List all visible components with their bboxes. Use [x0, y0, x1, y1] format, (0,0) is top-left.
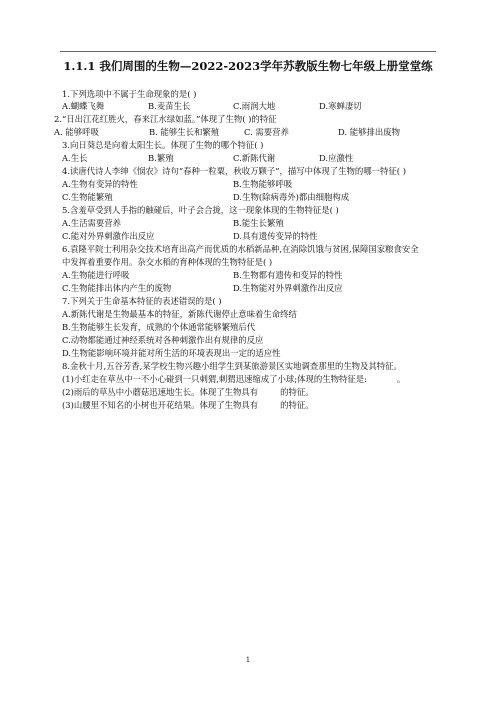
question-8-part-2: [62, 387, 314, 398]
question-1-option-c: C.雨润大地: [233, 101, 276, 111]
question-6-option-b: B.生物都有遗传和变异的特性: [233, 270, 343, 280]
question-8-part-1-text: (1)小红走在草丛中一不小心碰到一只刺猬,刺猬迅速缩成了小球;体现的生物特征是:: [62, 374, 367, 384]
question-4-option-b: B.生物能够呼吸: [233, 179, 293, 189]
question-2-stem: 2.“日出江花红胜火，春来江水绿如蓝。”体现了生物( )的特征: [54, 114, 277, 124]
question-7-option-a: A.新陈代谢是生物最基本的特征，新陈代谢停止意味着生命终结: [62, 309, 297, 319]
question-3-option-c: C.新陈代谢: [233, 153, 276, 163]
question-2-option-b: B. 能够生长和繁殖: [149, 127, 220, 137]
question-7-option-c: C.动物都能通过神经系统对各种刺激作出有规律的反应: [62, 335, 264, 345]
question-3-stem: 3.向日葵总是向着太阳生长。体现了生物的哪个特征( ): [62, 140, 264, 150]
question-8-part-3: [62, 400, 314, 411]
question-8-part-3-text: (3)山腰里不知名的小树也开花结果。体现了生物具有: [62, 400, 259, 410]
question-7-option-d: D.生物能影响环境并能对所生活的环境表现出一定的适应性: [62, 348, 281, 358]
question-3-option-d: D.应激性: [319, 153, 354, 163]
question-8-part-3-end: 的特征。: [280, 400, 314, 410]
question-5-option-d: D.具有遗传变异的特性: [233, 231, 318, 241]
question-1-option-d: D.寒蝉凄切: [319, 101, 362, 111]
question-6-stem-line-1: 6.袁隆平院士利用杂交技术培育出高产而优质的水稻新品种,在消除饥饿与贫困,保障国家粮食安全: [62, 244, 419, 254]
question-5-stem: 5.含羞草受到人手指的触碰后，叶子会合拢，这一现象体现的生物特征是( ): [62, 205, 339, 215]
question-4-option-a: A.生物有变异的特性: [62, 179, 138, 189]
question-6-stem-line-2: 中发挥着重要作用。杂交水稻的育种体现的生物特征是( ): [62, 257, 273, 267]
question-2-option-d: D. 能够排出废物: [338, 127, 400, 137]
question-8-part-1-end: 。: [396, 374, 406, 384]
question-1-stem: 1.下列选项中不属于生命现象的是( ): [62, 89, 197, 99]
page-title: 1.1.1 我们周围的生物—2022-2023学年苏教版生物七年级上册堂堂练: [63, 59, 433, 73]
header-rule: [60, 51, 436, 52]
question-2-option-c: C. 需要营养: [244, 127, 289, 137]
question-4-option-c: C.生物能繁殖: [62, 192, 113, 202]
question-2-option-a: A. 能够呼吸: [54, 127, 99, 137]
question-8-part-1: [62, 374, 405, 385]
question-5-option-b: B.能生长繁殖: [233, 218, 284, 228]
question-6-option-d: D.生物能对外界刺激作出反应: [233, 283, 343, 293]
question-3-option-a: A.生长: [62, 153, 88, 163]
question-1-option-b: B.麦苗生长: [148, 101, 191, 111]
question-1-option-a: A.蝴蝶飞舞: [62, 101, 105, 111]
question-8-part-2-end: 的特征。: [280, 387, 314, 397]
question-5-option-a: A.生活需要营养: [62, 218, 121, 228]
page-number: 1: [245, 656, 251, 664]
question-6-option-c: C.生物能排出体内产生的废物: [62, 283, 172, 293]
question-4-stem: 4.读唐代诗人李绅《悯农》诗句“春种一粒粟，秋收万颗子”，描写中体现了生物的哪一特征( ): [62, 166, 406, 176]
question-7-stem: 7.下列关于生命基本特征的表述错误的是( ): [62, 296, 222, 306]
question-8-stem: 8.金秋十月,五谷芳香,某学校生物兴趣小组学生到某旅游景区实地调查那里的生物及其特征。: [62, 361, 402, 371]
question-5-option-c: C.能对外界刺激作出反应: [62, 231, 155, 241]
question-7-option-b: B.生物能够生长发育，成熟的个体通常能够繁殖后代: [62, 322, 256, 332]
question-8-part-2-text: (2)雨后的草丛中小蘑菇迅速地生长。体现了生物具有: [62, 387, 259, 397]
question-4-option-d: D.生物(除病毒外)都由细胞构成: [233, 192, 350, 202]
question-3-option-b: B.繁殖: [148, 153, 174, 163]
question-6-option-a: A.生物能进行呼吸: [62, 270, 130, 280]
